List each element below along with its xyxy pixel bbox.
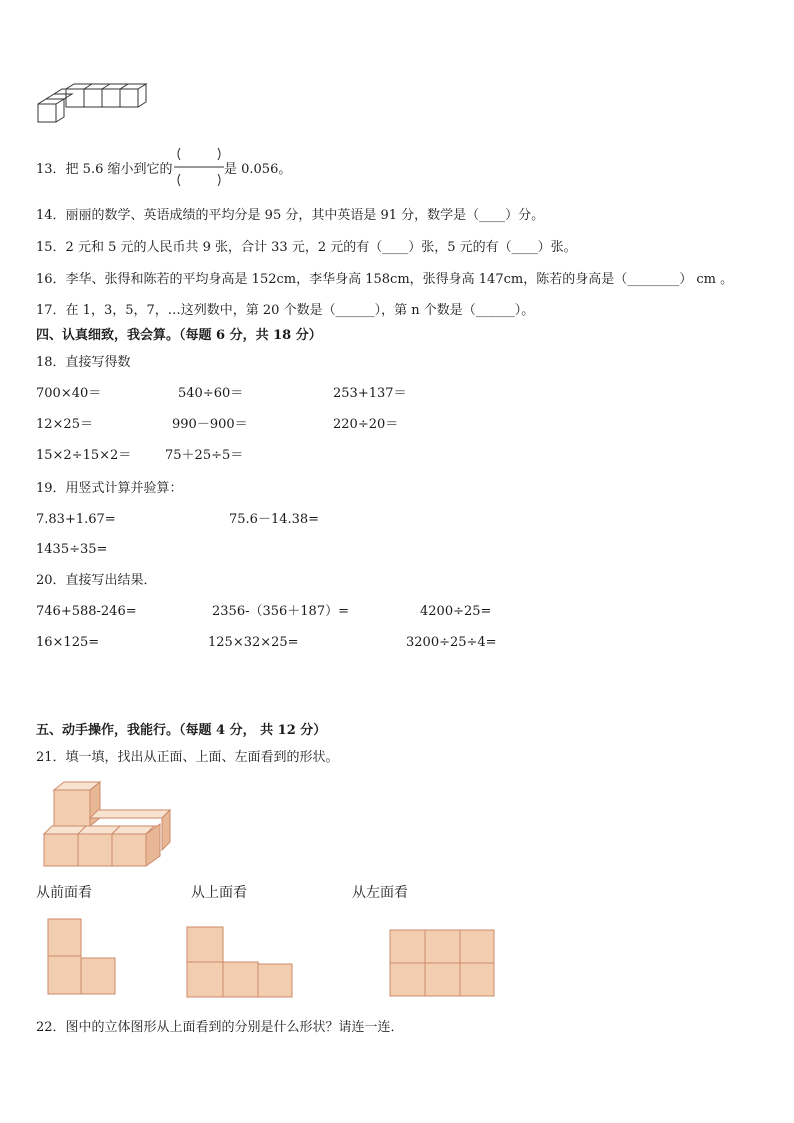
q20-item: 4200÷25= <box>420 604 492 619</box>
front-view-shape <box>47 918 119 998</box>
q16-text: 16．李华、张得和陈若的平均身高是 152cm，李华身高 158cm，张得身高 147cm，陈若的身高是（________） cm 。 <box>36 272 734 287</box>
q15-text: 15．2 元和 5 元的人民币共 9 张，合计 33 元，2 元的有（____）张，5 元的有（____）张。 <box>36 240 577 255</box>
q18-item: 12×25＝ <box>36 417 93 432</box>
q18-item: 700×40＝ <box>36 386 102 401</box>
q13-suffix: 是 0.056。 <box>224 162 292 177</box>
section-4-heading: 四、认真细致，我会算。（每题 6 分，共 18 分） <box>36 328 322 343</box>
q21-block-figure <box>44 778 174 868</box>
q19-item: 1435÷35= <box>36 542 108 557</box>
q19-title: 19．用竖式计算并验算： <box>36 481 183 496</box>
q20-item: 125×32×25= <box>208 635 299 650</box>
cube-row-figure <box>36 84 146 124</box>
left-view-shape <box>389 929 497 999</box>
q18-item: 75＋25÷5＝ <box>165 448 244 463</box>
q19-item: 7.83+1.67= <box>36 512 116 527</box>
q21-title: 21．填一填，找出从正面、上面、左面看到的形状。 <box>36 750 339 765</box>
view-label-front: 从前面看 <box>36 885 92 901</box>
q20-item: 2356-（356＋187）= <box>212 604 349 619</box>
q18-item: 15×2÷15×2＝ <box>36 448 132 463</box>
view-label-top: 从上面看 <box>191 885 247 901</box>
q18-item: 990－900＝ <box>172 417 248 432</box>
q20-item: 746+588-246= <box>36 604 137 619</box>
q20-item: 3200÷25÷4= <box>406 635 497 650</box>
q14-text: 14．丽丽的数学、英语成绩的平均分是 95 分，其中英语是 91 分，数学是（____）分。 <box>36 208 545 223</box>
q18-item: 220÷20＝ <box>333 417 399 432</box>
q13-fraction-blank[interactable] <box>174 145 224 191</box>
top-view-shape <box>186 926 296 1000</box>
q20-item: 16×125= <box>36 635 100 650</box>
q18-title: 18．直接写得数 <box>36 355 131 370</box>
q19-item: 75.6－14.38= <box>229 512 320 527</box>
q18-item: 540÷60＝ <box>178 386 244 401</box>
q18-item: 253+137＝ <box>333 386 407 401</box>
view-label-left: 从左面看 <box>352 885 408 901</box>
q13-text: 13．把 5.6 缩小到它的 <box>36 162 173 177</box>
q17-text: 17．在 1，3，5，7，…这列数中，第 20 个数是（______），第 n 个数是（______）。 <box>36 303 535 318</box>
q22-text: 22．图中的立体图形从上面看到的分别是什么形状？请连一连． <box>36 1020 404 1035</box>
section-5-heading: 五、动手操作，我能行。（每题 4 分， 共 12 分） <box>36 723 327 738</box>
q20-title: 20．直接写出结果． <box>36 573 157 588</box>
